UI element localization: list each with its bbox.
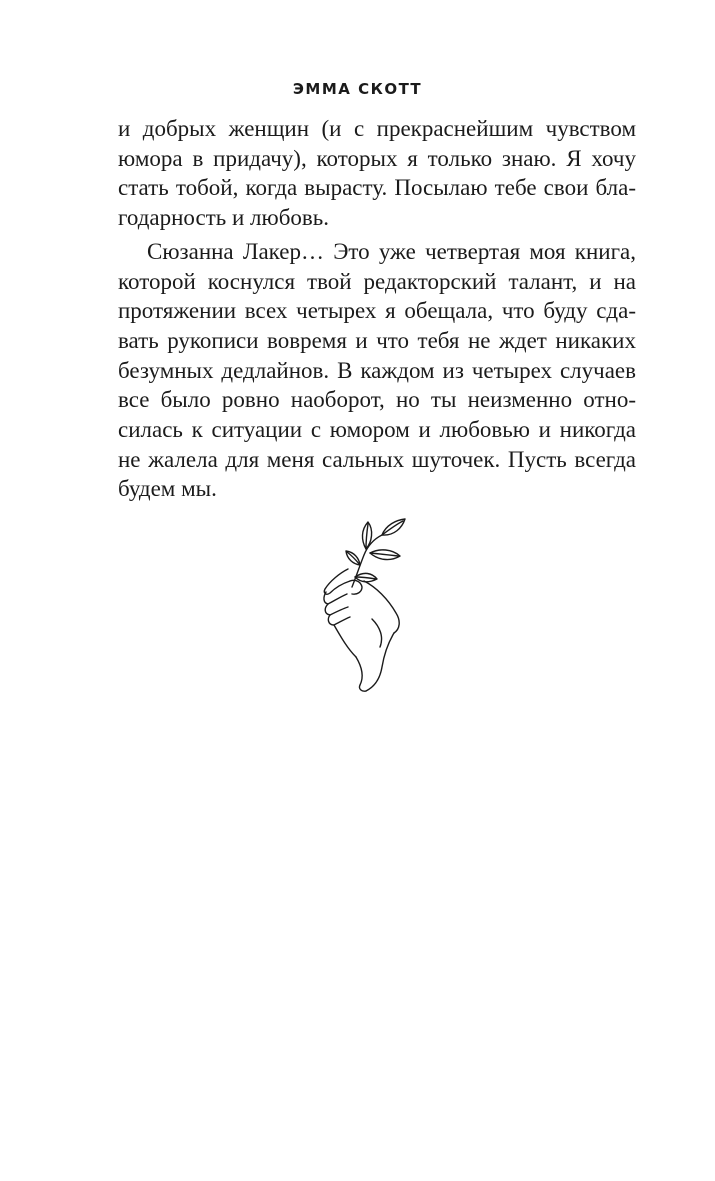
paragraph [118, 114, 636, 233]
text-line: не жалела для меня сальных шуточек. Пусть всегда [118, 446, 636, 472]
text-line: и добрых женщин (и с прекраснейшим чувством [118, 116, 636, 141]
body-text [118, 114, 636, 504]
text-line: протяжении всех четырех я обещала, что буду сда- [118, 298, 636, 324]
text-line: вать рукописи вовремя и что тебя не ждет никаких [118, 327, 636, 353]
text-line: стать тобой, когда вырасту. Посылаю тебе свои бла- [118, 175, 636, 201]
text-line: которой коснулся твой редакторский талант, и на [118, 268, 636, 294]
paragraph [118, 237, 636, 504]
running-head-author: ЭММА СКОТТ [292, 80, 423, 98]
text-line: Сюзанна Лакер… Это уже четвертая моя книга, [147, 238, 636, 264]
text-line: безумных дедлайнов. В каждом из четырех случаев [118, 357, 636, 383]
text-line: силась к ситуации с юмором и любовью и никогда [118, 417, 636, 443]
text-line: будем мы. [118, 476, 217, 502]
hand-holding-sprout-icon [314, 515, 406, 693]
text-line: все было ровно наоборот, но ты неизменно отно- [118, 387, 636, 413]
text-line: юмора в придачу), которых я только знаю. Я хочу [118, 145, 636, 171]
text-line: годарность и любовь. [118, 205, 330, 231]
